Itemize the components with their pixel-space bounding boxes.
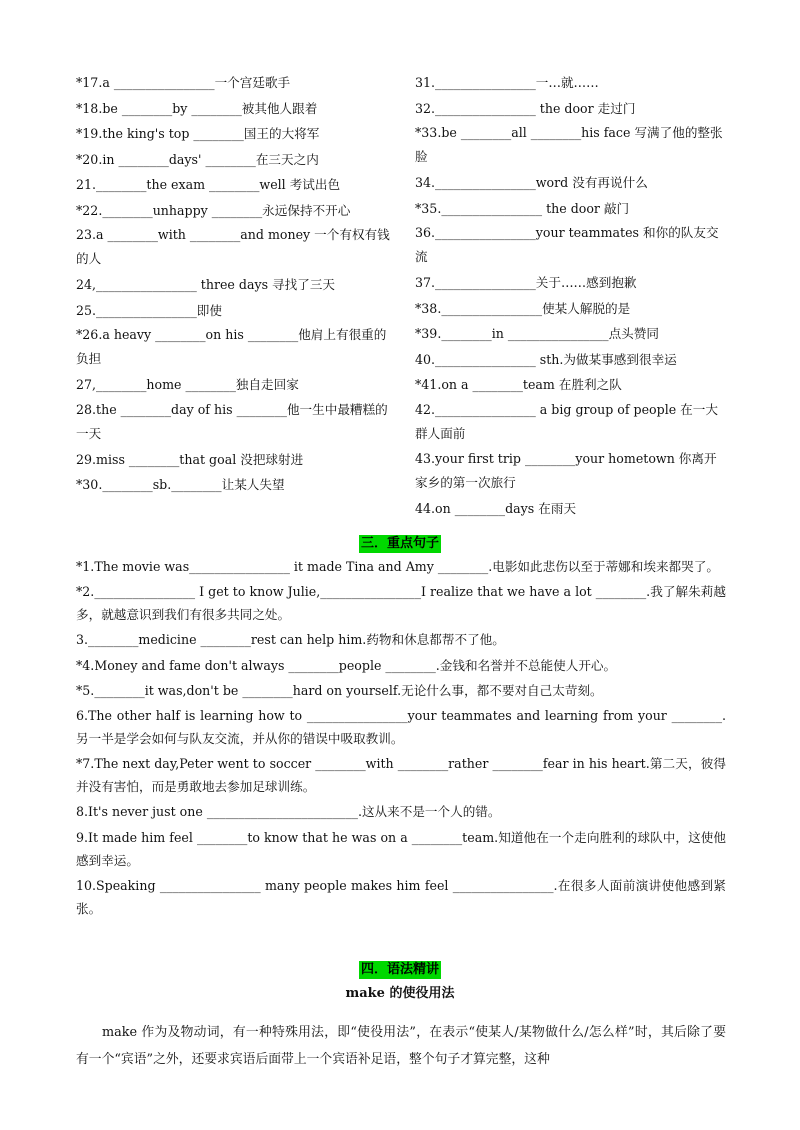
phrase-item-23: 23.a ________with ________and money 一个有权有钱的人 xyxy=(76,227,390,266)
section-heading-grammar-wrap xyxy=(0,958,800,979)
sentence-item-6: 6.The other half is learning how to ________________your teammates and learning from your ________.另一半是学会如何与队友交流，并从你的错误中吸取教训。 xyxy=(76,708,726,747)
phrase-item-35: *35.________________ the door 敲门 xyxy=(415,200,630,216)
phrase-item-34: 34.________________word 没有再说什么 xyxy=(415,175,648,190)
phrase-item-43: 43.your first trip ________your hometown 你离开家乡的第一次旅行 xyxy=(415,450,717,490)
sentence-item-10: 10.Speaking ________________ many people makes him feel ________________.在很多人面前演讲使他感到紧张。 xyxy=(76,877,726,916)
phrase-item-25: 25.________________即使 xyxy=(76,302,222,318)
sentence-item-7: *7.The next day,Peter went to soccer ________with ________rather ________fear in his heart.第二天，彼得并没有害怕，而是勇敢地去参加足球训练。 xyxy=(76,756,726,795)
grammar-paragraph: make 作为及物动词，有一种特殊用法，即“使役用法”，在表示“使某人/某物做什么/怎么样”时，其后除了要有一个“宾语”之外，还要求宾语后面带上一个宾语补足语，整个句子才算完整，这种 xyxy=(76,1024,726,1067)
phrase-item-17: *17.a ________________一个宫廷歌手 xyxy=(76,75,291,90)
phrase-item-28: 28.the ________day of his ________他一生中最糟糕的一天 xyxy=(76,401,388,441)
phrase-item-21: 21.________the exam ________well 考试出色 xyxy=(76,177,341,192)
phrase-item-42: 42.________________ a big group of people 在一大群人面前 xyxy=(415,401,718,441)
phrase-item-33: *33.be ________all ________his face 写满了他的整张脸 xyxy=(415,125,723,164)
phrase-item-27: 27,________home ________独自走回家 xyxy=(76,377,299,392)
sentence-item-5: *5.________it was,don't be ________hard on yourself.无论什么事，都不要对自己太苛刻。 xyxy=(76,682,603,698)
sentence-item-1: *1.The movie was________________ it made Tina and Amy ________.电影如此悲伤以至于蒂娜和埃来都哭了。 xyxy=(76,559,719,574)
phrase-item-24: 24,________________ three days 寻找了三天 xyxy=(76,277,336,292)
phrase-item-32: 32.________________ the door 走过门 xyxy=(415,100,636,116)
phrase-column-left xyxy=(76,70,394,498)
key-sentence-list xyxy=(76,556,726,923)
phrase-item-31: 31.________________一…就…… xyxy=(415,75,599,90)
phrase-item-36: 36.________________your teammates 和你的队友交流 xyxy=(415,225,719,264)
phrase-item-30: *30.________sb.________让某人失望 xyxy=(76,477,285,492)
phrase-item-38: *38.________________使某人解脱的是 xyxy=(415,300,631,316)
sentence-item-2: *2.________________ I get to know Julie,________________I realize that we have a lot ________.我了解朱莉越多，就越意识到我们有很多共同之处。 xyxy=(76,584,726,623)
phrase-item-41: *41.on a ________team 在胜利之队 xyxy=(415,377,622,392)
section-heading-grammar: 四．语法精讲 xyxy=(360,962,439,977)
phrase-column-right xyxy=(415,70,727,521)
phrase-item-22: *22.________unhappy ________永远保持不开心 xyxy=(76,202,351,218)
phrase-item-18: *18.be ________by ________被其他人跟着 xyxy=(76,100,318,116)
sentence-item-8: 8.It's never just one ________________________.这从来不是一个人的错。 xyxy=(76,804,501,820)
phrase-item-37: 37.________________关于……感到抱歉 xyxy=(415,275,637,290)
section-heading-key-sentences: 三．重点句子 xyxy=(360,536,439,551)
section-heading-key-sentences-wrap xyxy=(0,532,800,553)
sentence-item-4: *4.Money and fame don't always ________people ________.金钱和名誉并不总能使人开心。 xyxy=(76,657,617,673)
phrase-item-26: *26.a heavy ________on his ________他肩上有很重的负担 xyxy=(76,327,387,366)
sentence-item-3: 3.________medicine ________rest can help him.药物和休息都帮不了他。 xyxy=(76,632,505,648)
phrase-item-40: 40.________________ sth.为做某事感到很幸运 xyxy=(415,351,677,367)
sentence-item-9: 9.It made him feel ________to know that he was on a ________team.知道他在一个走向胜利的球队中，这使他感到幸运。 xyxy=(76,829,726,868)
phrase-item-39: *39.________in ________________点头赞同 xyxy=(415,326,659,341)
phrase-item-20: *20.in ________days' ________在三天之内 xyxy=(76,151,319,167)
phrase-item-44: 44.on ________days 在雨天 xyxy=(415,500,577,516)
phrase-item-29: 29.miss ________that goal 没把球射进 xyxy=(76,451,304,467)
grammar-subtitle: make 的使役用法 xyxy=(345,986,455,1001)
phrase-item-19: *19.the king's top ________国王的大将军 xyxy=(76,126,320,141)
